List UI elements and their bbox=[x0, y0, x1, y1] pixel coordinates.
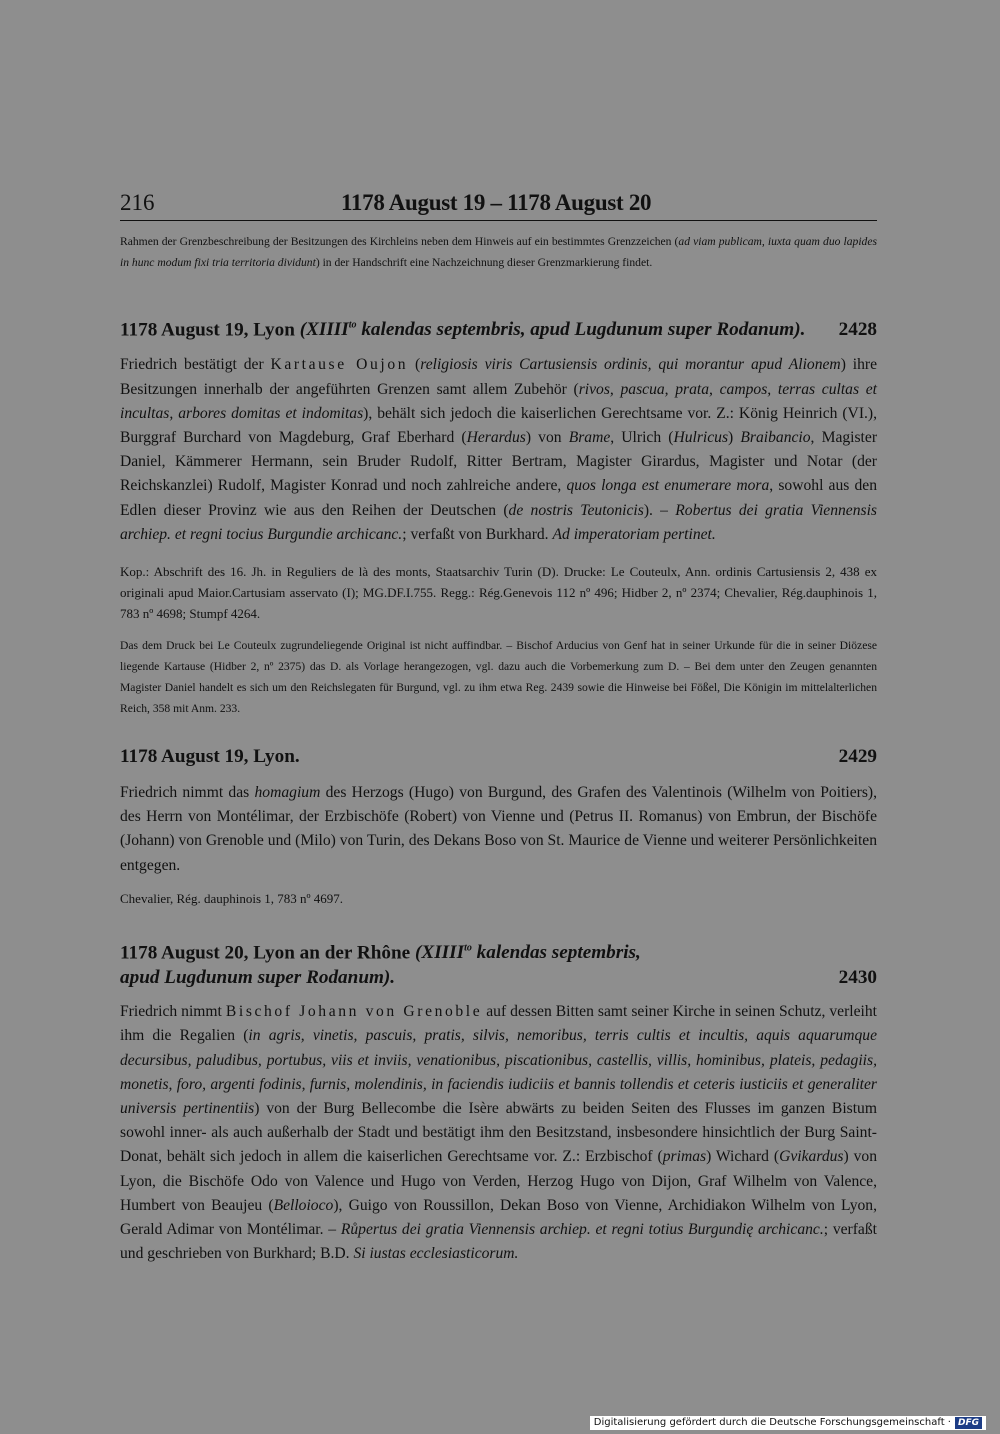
document-page bbox=[120, 188, 877, 1266]
continued-footnote: Rahmen der Grenzbeschreibung der Besitzungen des Kirchleins neben dem Hinweis auf ein bestimmtes Grenzzeichen (ad viam publicam, iuxta quam duo lapides in hunc modum fixi tria territoria dividunt) in der Handschrift eine Nachzeichnung dieser Grenzmarkierung findet. bbox=[120, 235, 877, 269]
regest-number: 2429 bbox=[838, 746, 877, 768]
funding-text: Digitalisierung gefördert durch die Deutsche Forschungsgemeinschaft · bbox=[593, 1417, 951, 1428]
regest-text: Friedrich bestätigt der Kartause Oujon (religiosis viris Cartusiensis ordinis, qui morantur apud Alionem) ihre Besitzungen innerhalb der angeführten Grenzen samt allem Zubehör (rivos, pascua, prata, campos, terras cultas et incultas, arbores domitas et indomitas), behält sich jedoch die kaiserlichen Gerechtsame vor. Z.: König Heinrich (VI.), Burggraf Burchard von Magdeburg, Graf Eberhard (Herardus) von Brame, Ulrich (Hulricus) Braibancio, Magister Daniel, Kämmerer Hermann, sein Bruder Rudolf, Ritter Bertram, Magister Girardus, Magister und Notar (der Reichskanzlei) Rudolf, Magister Konrad und noch zahlreiche andere, quos longa est enumerare mora, sowohl aus den Edlen dieser Provinz wie aus den Reihen der Deutschen (de nostris Teutonicis). – Robertus dei gratia Viennensis archiep. et regni tocius Burgundie archicanc.; verfaßt von Burkhard. Ad imperatoriam pertinet. bbox=[120, 356, 878, 543]
tradition-block: Chevalier, Rég. dauphinois 1, 783 nº 4697. bbox=[120, 890, 344, 906]
commentary-note: Das dem Druck bei Le Couteulx zugrundeliegende Original ist nicht auffindbar. – Bischof Arducius von Genf hat in seiner Urkunde für die in seiner Diözese liegende Kartause (Hidber 2, nº 2375) das D. als Vorlage herangezogen, vgl. dazu auch die Vorbemerkung zum D. – Bei dem unter den Zeugen genannten Magister Daniel handelt es sich um den Reichslegaten für Burgund, vgl. zu ihm etwa Reg. 2439 sowie die Hinweise bei Fößel, Die Königin im mittelalterlichen Reich, 358 mit Anm. 233. bbox=[120, 639, 877, 716]
dfg-funding-banner bbox=[590, 1416, 986, 1430]
regest-heading-2430: 1178 August 20, Lyon an der Rhône ($XIIII^{to}$ kalendas septembris, apud Lugdunum super Rodanum). 2430 bbox=[120, 942, 877, 989]
regest-number: 2428 bbox=[838, 319, 877, 341]
tradition-block: Kop.: Abschrift des 16. Jh. in Reguliers de là des monts, Staatsarchiv Turin (D). Drucke: Le Couteulx, Ann. ordinis Cartusiensis 2, 438 ex originali apud Maior.Cartusiam asservato (I); MG.DF.I.755. Regg.: Rég.Genevois 112 nº 496; Hidber 2, nº 2374; Chevalier, Rég.dauphinois 1, 783 nº 4698; Stumpf 4264. bbox=[120, 564, 877, 622]
running-title: 1178 August 19 – 1178 August 20 bbox=[341, 190, 652, 215]
dfg-logo-icon: DFG bbox=[955, 1417, 982, 1429]
page-number: 216 bbox=[120, 190, 155, 215]
regest-heading-2428: 1178 August 19, Lyon ($XIIII^{to}$ kalendas septembris, apud Lugdunum super Rodanum). 2428 bbox=[120, 319, 877, 341]
regest-text: Friedrich nimmt das homagium des Herzogs (Hugo) von Burgund, des Grafen des Valentinois (Wilhelm von Poitiers), des Herrn von Montélimar, der Erzbischöfe (Robert) von Vienne und (Petrus II. Romanus) von Embrun, der Bischöfe (Johann) von Grenoble und (Milo) von Turin, des Dekans Boso von St. Maurice de Vienne und weiterer Persönlichkeiten entgegen. bbox=[120, 784, 877, 874]
page-header bbox=[120, 188, 877, 221]
regest-number: 2430 bbox=[838, 967, 877, 989]
regest-heading-2429: 1178 August 19, Lyon. 2429 bbox=[120, 746, 877, 768]
regest-text: Friedrich nimmt Bischof Johann von Grenoble auf dessen Bitten samt seiner Kirche in seinen Schutz, verleiht ihm die Regalien (in agris, vinetis, pascuis, pratis, silvis, nemoribus, terris cultis et incultis, aquis aquarumque decursibus, paludibus, portubus, viis et inviis, venationibus, piscationibus, castellis, villis, hominibus, plateis, pedagiis, monetis, foro, argenti fodinis, furnis, molendinis, in faciendis iudiciis et bannis tollendis et ceteris iusticiis et generaliter universis pertinentiis) von der Burg Bellecombe die Isère abwärts zu beiden Seiten des Flusses im ganzen Bistum sowohl inner- als auch außerhalb der Stadt und bestätigt ihm den Besitzstand, insbesondere hinsichtlich der Burg Saint-Donat, behält sich jedoch in allem die kaiserlichen Gerechtsame vor. Z.: Erzbischof (primas) Wichard (Gvikardus) von Lyon, die Bischöfe Odo von Valence und Hugo von Verden, Herzog Hugo von Dijon, Graf Wilhelm von Valence, Humbert von Beaujeu (Belloioco), Guigo von Roussillon, Dekan Boso von Vienne, Archidiakon Wilhelm von Lyon, Gerald Adimar von Montélimar. – Růpertus dei gratia Viennensis archiep. et regni totius Burgundię archicanc.; verfaßt und geschrieben von Burkhard; B.D. Si iustas ecclesiasticorum. bbox=[120, 1003, 877, 1263]
